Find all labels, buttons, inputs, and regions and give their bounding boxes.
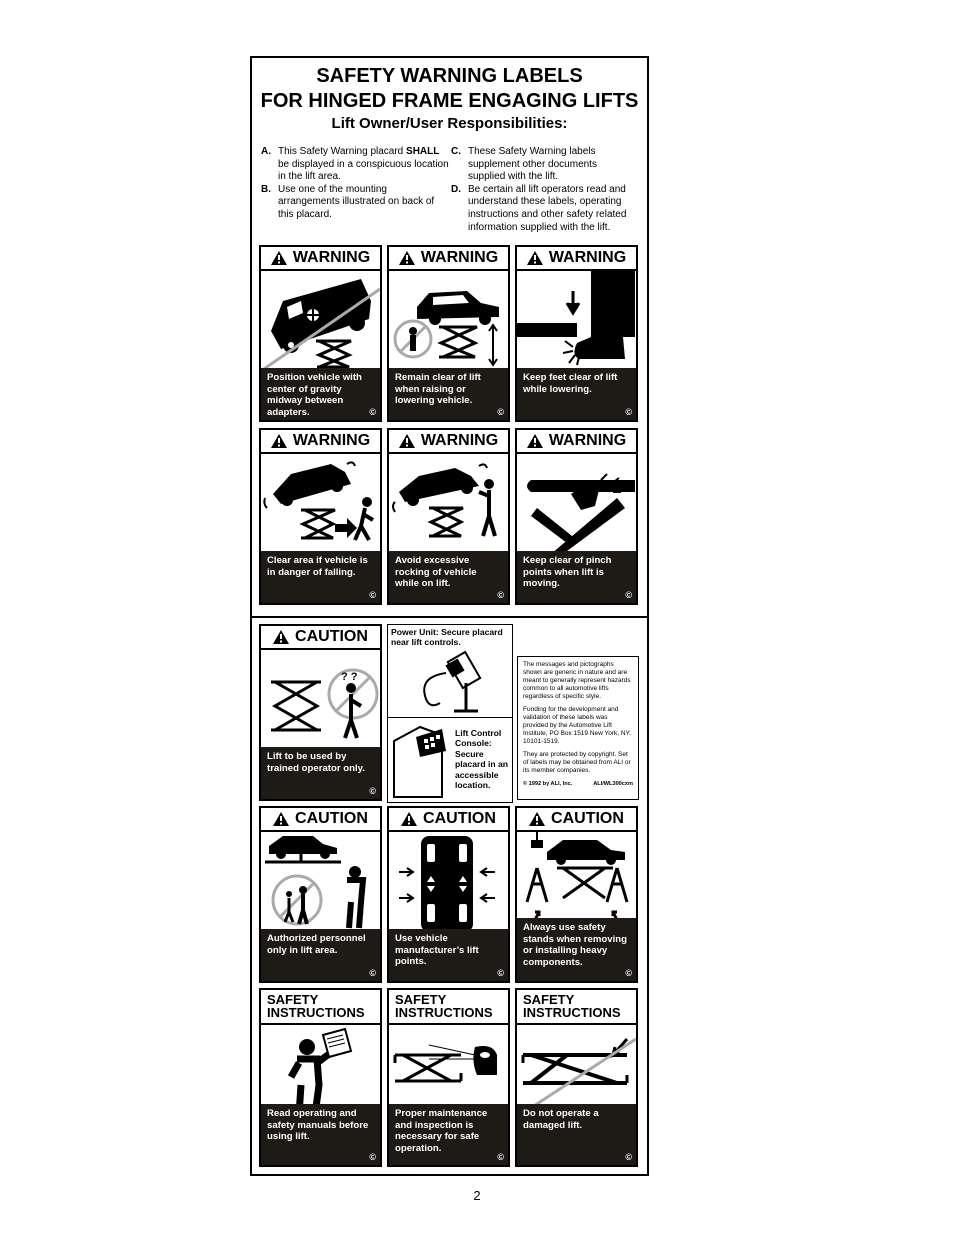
warning-header: WARNING: [389, 247, 508, 271]
warning-triangle-icon: [527, 251, 543, 265]
pinch-point-icon: [517, 454, 636, 554]
page-subtitle: Lift Owner/User Responsibilities:: [331, 115, 568, 132]
lift-points-icon: [389, 832, 508, 932]
warning-text: Keep clear of pinch points when lift is moving.: [517, 551, 636, 603]
warning-header: WARNING: [517, 247, 636, 271]
warning-header: WARNING: [517, 430, 636, 454]
caution-header: CAUTION: [261, 808, 380, 832]
responsibility-d: D. Be certain all lift operators read and understand these labels, operating instructions and other safety related information supplied with the lift.: [451, 183, 627, 233]
console-instruction: Lift Control Console: Secure placard in an accessible location.: [455, 728, 509, 791]
copyright-mark: ©: [497, 1152, 504, 1162]
info-footer: © 1992 by ALI, Inc. ALI/WL300cxm: [523, 781, 633, 787]
rocking-vehicle-icon: [389, 454, 508, 554]
info-paragraph: They are protected by copyright. Set of labels may be obtained from ALI or its member companies.: [523, 751, 631, 774]
falling-vehicle-icon: [261, 454, 380, 554]
control-console-icon: [390, 721, 448, 799]
warning-header: WARNING: [261, 430, 380, 454]
foot-crush-icon: [517, 271, 636, 371]
responsibility-b: B. Use one of the mounting arrangements illustrated on back of this placard.: [261, 183, 435, 220]
svg-text:? ?: ? ?: [341, 671, 358, 683]
safety-card-damaged-lift: [515, 988, 638, 1167]
section-divider: [252, 616, 647, 618]
info-notice: [517, 656, 639, 800]
safety-text: Proper maintenance and inspection is necessary for safe operation.: [389, 1104, 508, 1165]
safety-card-maintenance: [387, 988, 510, 1167]
caution-header: CAUTION: [517, 808, 636, 832]
caution-card-safety-stands: [515, 806, 638, 983]
untrained-operator-icon: [261, 650, 380, 750]
safety-text: Do not operate a damaged lift.: [517, 1104, 636, 1165]
caution-header: CAUTION: [261, 626, 380, 650]
safety-instructions-header: SAFETY INSTRUCTIONS: [261, 990, 380, 1025]
caution-card-lift-points: [387, 806, 510, 983]
safety-text: Read operating and safety manuals before using lift.: [261, 1104, 380, 1165]
van-on-lift-icon: [261, 271, 380, 371]
warning-text: Keep feet clear of lift while lowering.: [517, 368, 636, 420]
warning-header: WARNING: [261, 247, 380, 271]
warning-card-center-of-gravity: [259, 245, 382, 422]
copyright-mark: ©: [369, 968, 376, 978]
page-title: SAFETY WARNING LABELS FOR HINGED FRAME ENGAGING LIFTS: [260, 65, 639, 112]
caution-card-authorized-personnel: [259, 806, 382, 983]
copyright-mark: ©: [497, 590, 504, 600]
warning-triangle-icon: [399, 434, 415, 448]
warning-text: Remain clear of lift when raising or lowering vehicle.: [389, 368, 508, 420]
copyright-mark: ©: [625, 968, 632, 978]
warning-card-pinch-points: [515, 428, 638, 605]
safety-instructions-header: SAFETY INSTRUCTIONS: [517, 990, 636, 1025]
power-unit-icon: [408, 647, 498, 715]
warning-header: WARNING: [389, 430, 508, 454]
warning-card-keep-feet-clear: [515, 245, 638, 422]
caution-text: Authorized personnel only in lift area.: [261, 929, 380, 981]
warning-card-avoid-rocking: [387, 428, 510, 605]
warning-triangle-icon: [273, 812, 289, 826]
warning-triangle-icon: [401, 812, 417, 826]
page-number: 2: [473, 1188, 481, 1203]
warning-text: Position vehicle with center of gravity midway between adapters.: [261, 368, 380, 420]
warning-card-remain-clear: [387, 245, 510, 422]
warning-triangle-icon: [271, 434, 287, 448]
info-paragraph: Funding for the development and validation of these labels was provided by the Automotive Lift Institute, PO Box 1519 New York, NY. 10101-1519.: [523, 706, 631, 745]
authorized-personnel-icon: [261, 832, 380, 932]
caution-text: Always use safety stands when removing or installing heavy components.: [517, 918, 636, 981]
car-raising-icon: [389, 271, 508, 371]
info-paragraph: The messages and pictographs shown are generic in nature and are meant to generally represent hazards common to all automotive lifts regardless of specific style.: [523, 661, 631, 700]
caution-text: Lift to be used by trained operator only.: [261, 747, 380, 799]
copyright-mark: ©: [625, 590, 632, 600]
caution-card-trained-operator: [259, 624, 382, 801]
safety-instructions-header: SAFETY INSTRUCTIONS: [389, 990, 508, 1025]
safety-stands-icon: [517, 832, 636, 932]
warning-text: Clear area if vehicle is in danger of falling.: [261, 551, 380, 603]
copyright-mark: ©: [625, 1152, 632, 1162]
caution-text: Use vehicle manufacturer’s lift points.: [389, 929, 508, 981]
warning-triangle-icon: [529, 812, 545, 826]
copyright-mark: ©: [369, 590, 376, 600]
responsibility-a: A. This Safety Warning placard SHALL be displayed in a conspicuous location in the lift area.: [261, 146, 449, 183]
responsibilities-right: [451, 146, 636, 234]
warning-card-clear-area: [259, 428, 382, 605]
warning-triangle-icon: [399, 251, 415, 265]
power-unit-heading: Power Unit: Secure placard near lift controls.: [391, 627, 503, 648]
copyright-mark: ©: [369, 786, 376, 796]
responsibilities-left: [261, 146, 451, 222]
copyright-mark: ©: [497, 968, 504, 978]
power-unit-panel: [387, 624, 513, 803]
warning-triangle-icon: [273, 630, 289, 644]
caution-header: CAUTION: [389, 808, 508, 832]
copyright-mark: ©: [369, 1152, 376, 1162]
warning-triangle-icon: [527, 434, 543, 448]
copyright-mark: ©: [369, 407, 376, 417]
warning-triangle-icon: [271, 251, 287, 265]
safety-card-read-manuals: [259, 988, 382, 1167]
copyright-mark: ©: [625, 407, 632, 417]
copyright-mark: ©: [497, 407, 504, 417]
responsibility-c: C. These Safety Warning labels supplement other documents supplied with the lift.: [451, 146, 597, 183]
warning-text: Avoid excessive rocking of vehicle while on lift.: [389, 551, 508, 603]
